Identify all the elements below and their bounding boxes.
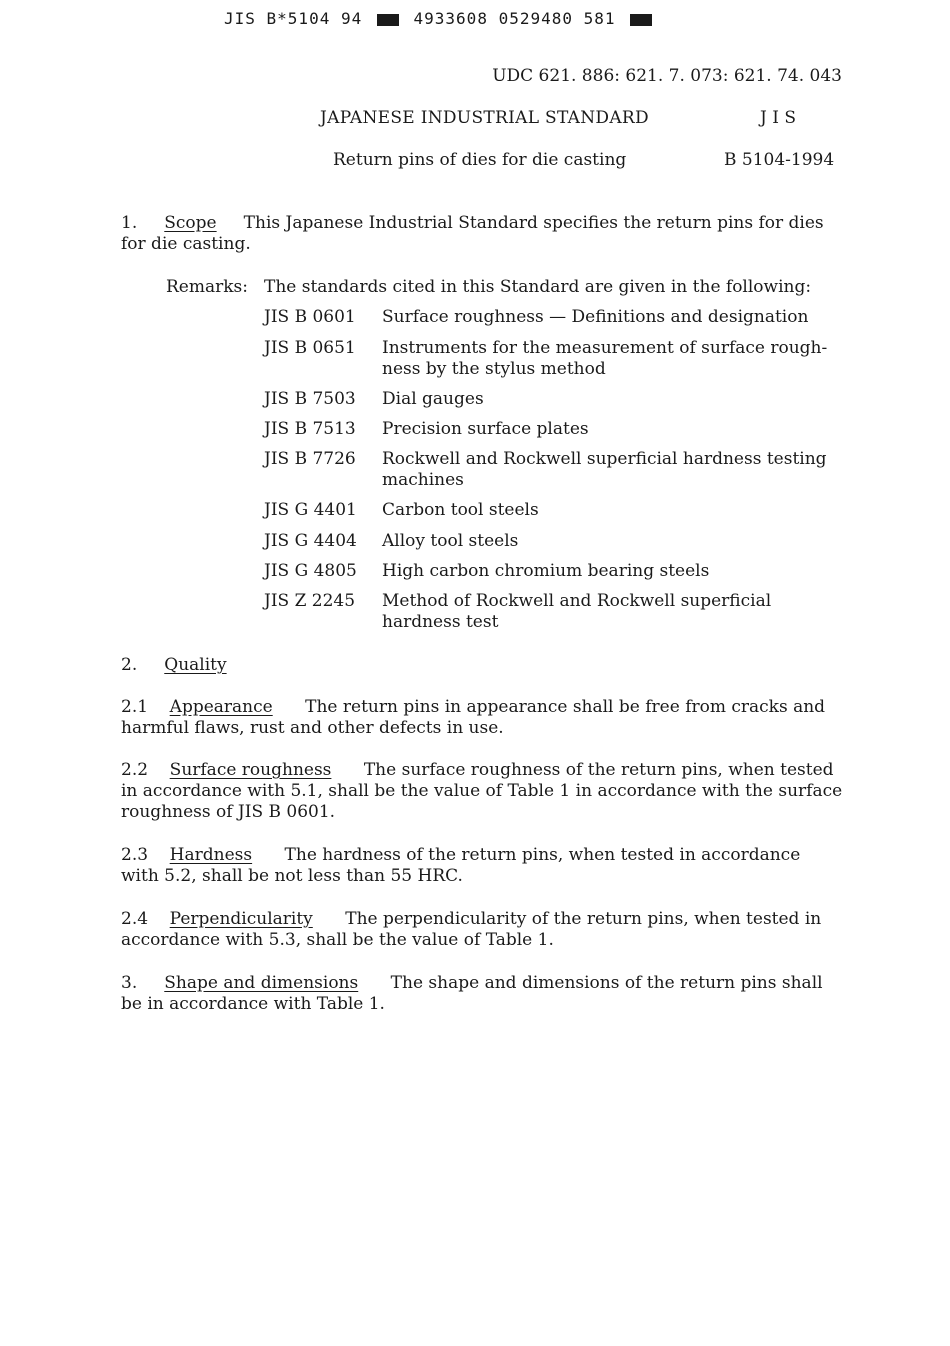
section-heading: Shape and dimensions — [164, 973, 359, 993]
reference-code: JIS Z 2245 — [264, 591, 356, 611]
document-title: Return pins of dies for die casting — [333, 150, 627, 170]
subsection-perpendicularity — [121, 909, 843, 951]
subsection-appearance — [121, 697, 843, 739]
section-heading: Scope — [164, 213, 217, 233]
udc-classification: UDC 621. 886: 621. 7. 073: 621. 74. 043 — [492, 66, 842, 86]
header-code-part2: 4933608 0529480 581 — [413, 9, 616, 28]
reference-code: JIS G 4805 — [264, 561, 357, 581]
reference-code: JIS G 4404 — [264, 531, 357, 551]
subsection-surface-roughness — [121, 760, 843, 823]
section-heading: Quality — [164, 655, 227, 675]
section-text: The shape and dimensions of the return pins shall be in accordance with Table 1. — [121, 973, 823, 1014]
section-number: 2. — [121, 655, 138, 675]
remarks-label: Remarks: — [166, 277, 248, 297]
jis-mark: J I S — [760, 108, 796, 128]
section-number: 1. — [121, 213, 138, 233]
subsection-heading: Hardness — [169, 845, 253, 865]
reference-title: Instruments for the measurement of surface rough-ness by the stylus method — [382, 338, 828, 379]
section-scope — [121, 213, 843, 255]
reference-title: Method of Rockwell and Rockwell superficial hardness test — [382, 591, 772, 632]
header-block-mark — [630, 14, 652, 26]
document-code-header — [224, 9, 656, 28]
subsection-heading: Perpendicularity — [169, 909, 313, 929]
subsection-number: 2.4 — [121, 909, 149, 929]
reference-title: High carbon chromium bearing steels — [382, 561, 710, 581]
section-number: 3. — [121, 973, 138, 993]
section-quality — [121, 655, 227, 675]
reference-code: JIS B 7726 — [264, 449, 356, 469]
reference-title: Rockwell and Rockwell superficial hardness testing machines — [382, 449, 827, 490]
subsection-number: 2.3 — [121, 845, 149, 865]
reference-code: JIS B 0651 — [264, 338, 356, 358]
section-shape-dimensions — [121, 973, 843, 1015]
subsection-text: The hardness of the return pins, when tested in accordance with 5.2, shall be not less than 55 HRC. — [121, 845, 801, 886]
document-number: B 5104-1994 — [724, 150, 835, 170]
subsection-number: 2.1 — [121, 697, 149, 717]
reference-code: JIS G 4401 — [264, 500, 357, 520]
reference-code: JIS B 7513 — [264, 419, 356, 439]
reference-title: Surface roughness — Definitions and designation — [382, 307, 809, 327]
subsection-text: The surface roughness of the return pins, when tested in accordance with 5.1, shall be the value of Table 1 in accordance with the surface roughness of JIS B 0601. — [121, 760, 843, 822]
header-code-part1: JIS B*5104 94 — [224, 9, 363, 28]
section-text: This Japanese Industrial Standard specifies the return pins for dies for die casting. — [121, 213, 824, 254]
reference-code: JIS B 7503 — [264, 389, 356, 409]
subsection-text: The return pins in appearance shall be free from cracks and harmful flaws, rust and other defects in use. — [121, 697, 826, 738]
reference-title: Precision surface plates — [382, 419, 589, 439]
reference-title: Dial gauges — [382, 389, 484, 409]
standard-name: JAPANESE INDUSTRIAL STANDARD — [320, 108, 649, 128]
reference-code: JIS B 0601 — [264, 307, 356, 327]
subsection-number: 2.2 — [121, 760, 149, 780]
subsection-heading: Appearance — [169, 697, 273, 717]
subsection-hardness — [121, 845, 843, 887]
reference-title: Carbon tool steels — [382, 500, 539, 520]
header-block-mark — [377, 14, 399, 26]
remarks-intro: The standards cited in this Standard are given in the following: — [264, 277, 812, 297]
reference-title: Alloy tool steels — [382, 531, 519, 551]
subsection-heading: Surface roughness — [169, 760, 332, 780]
subsection-text: The perpendicularity of the return pins, when tested in accordance with 5.3, shall be the value of Table 1. — [121, 909, 822, 950]
